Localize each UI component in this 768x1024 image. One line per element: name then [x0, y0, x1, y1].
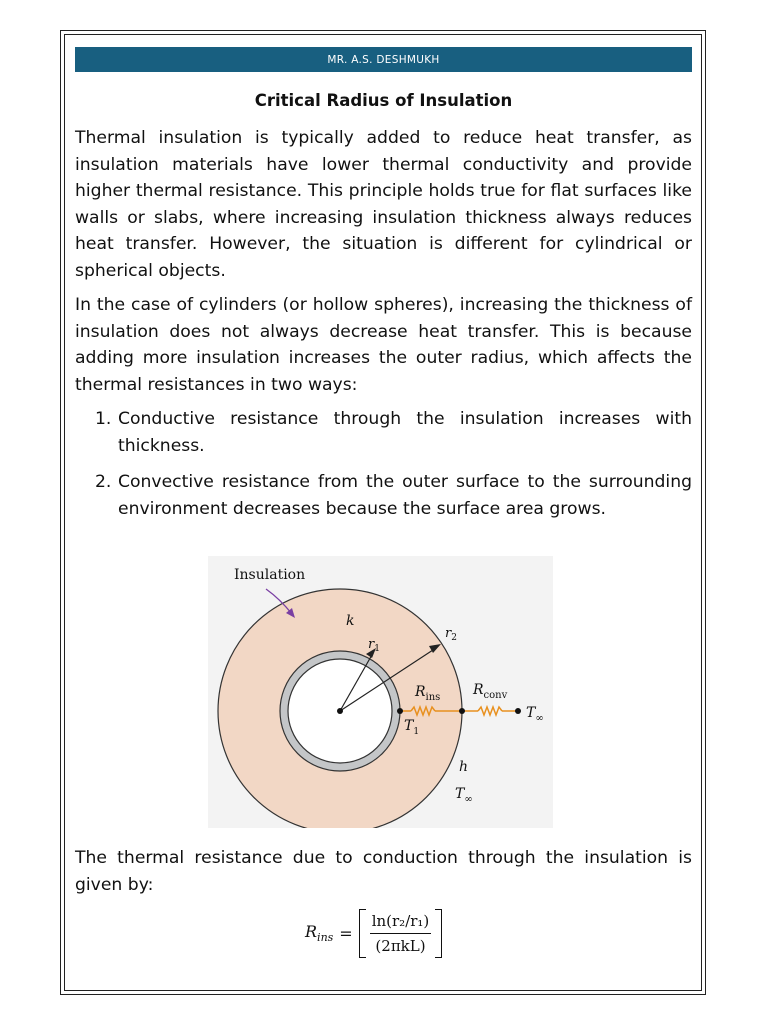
- list-item: [75, 469, 692, 522]
- label-tinf-right: $T_\infty$: [526, 705, 544, 724]
- insulated-pipe-diagram: [208, 556, 553, 828]
- formula-numerator: ln(r₂/r₁): [370, 912, 432, 934]
- formula-lhs: $R_{ins}$: [305, 921, 334, 945]
- list-item-number: 2.: [95, 472, 112, 492]
- insulation-figure: [208, 556, 553, 828]
- author-name: MR. A.S. DESHMUKH: [327, 53, 440, 66]
- t1-node: [397, 708, 403, 714]
- formula-bracket: [359, 909, 443, 958]
- left-bracket: [359, 909, 366, 958]
- list-item: [75, 406, 692, 459]
- list-item-number: 1.: [95, 409, 112, 429]
- author-header-bar: [75, 47, 692, 72]
- document-title: Critical Radius of Insulation: [254, 91, 513, 110]
- paragraph-formula-intro: The thermal resistance due to conduction through the insulation is given by:: [75, 848, 692, 895]
- label-rins: $R_{ins}$: [415, 684, 441, 703]
- paragraph-cylinders: In the case of cylinders (or hollow spheres), increasing the thickness of insulation does not always decrease heat transfer. This is because adding more insulation increases the outer radius, which affects the thermal resistances in two ways:: [75, 295, 692, 395]
- label-insulation: Insulation: [234, 567, 306, 583]
- rins-formula: [305, 904, 442, 962]
- tinf-node: [515, 708, 521, 714]
- right-bracket: [435, 909, 442, 958]
- resistance-list-item-2: [75, 469, 692, 522]
- formula-equals: =: [339, 923, 353, 943]
- list-item-text: Conductive resistance through the insulation increases with thickness.: [118, 409, 692, 456]
- list-item-text: Convective resistance from the outer surface to the surrounding environment decreases because the surface area grows.: [118, 472, 692, 519]
- paragraph-intro: Thermal insulation is typically added to reduce heat transfer, as insulation materials have lower thermal conductivity and provide higher thermal resistance. This principle holds true for flat surfaces like walls or slabs, where increasing insulation thickness always reduces heat transfer. However, the situation is different for cylindrical or spherical objects.: [75, 128, 692, 281]
- label-r1: $r_1$: [368, 637, 380, 654]
- resistance-list-item-1: [75, 406, 692, 459]
- label-t1: $T_1$: [404, 718, 420, 737]
- label-tinf-bottom: $T_\infty$: [455, 786, 473, 805]
- center-node: [337, 708, 343, 714]
- label-r2: $r_2$: [445, 626, 457, 643]
- formula-fraction: [366, 909, 436, 958]
- formula-denominator: (2πkL): [375, 936, 426, 955]
- label-h: h: [459, 759, 469, 775]
- label-k: k: [346, 613, 355, 629]
- label-rconv: $R_{conv}$: [473, 682, 508, 701]
- surface-node: [459, 708, 465, 714]
